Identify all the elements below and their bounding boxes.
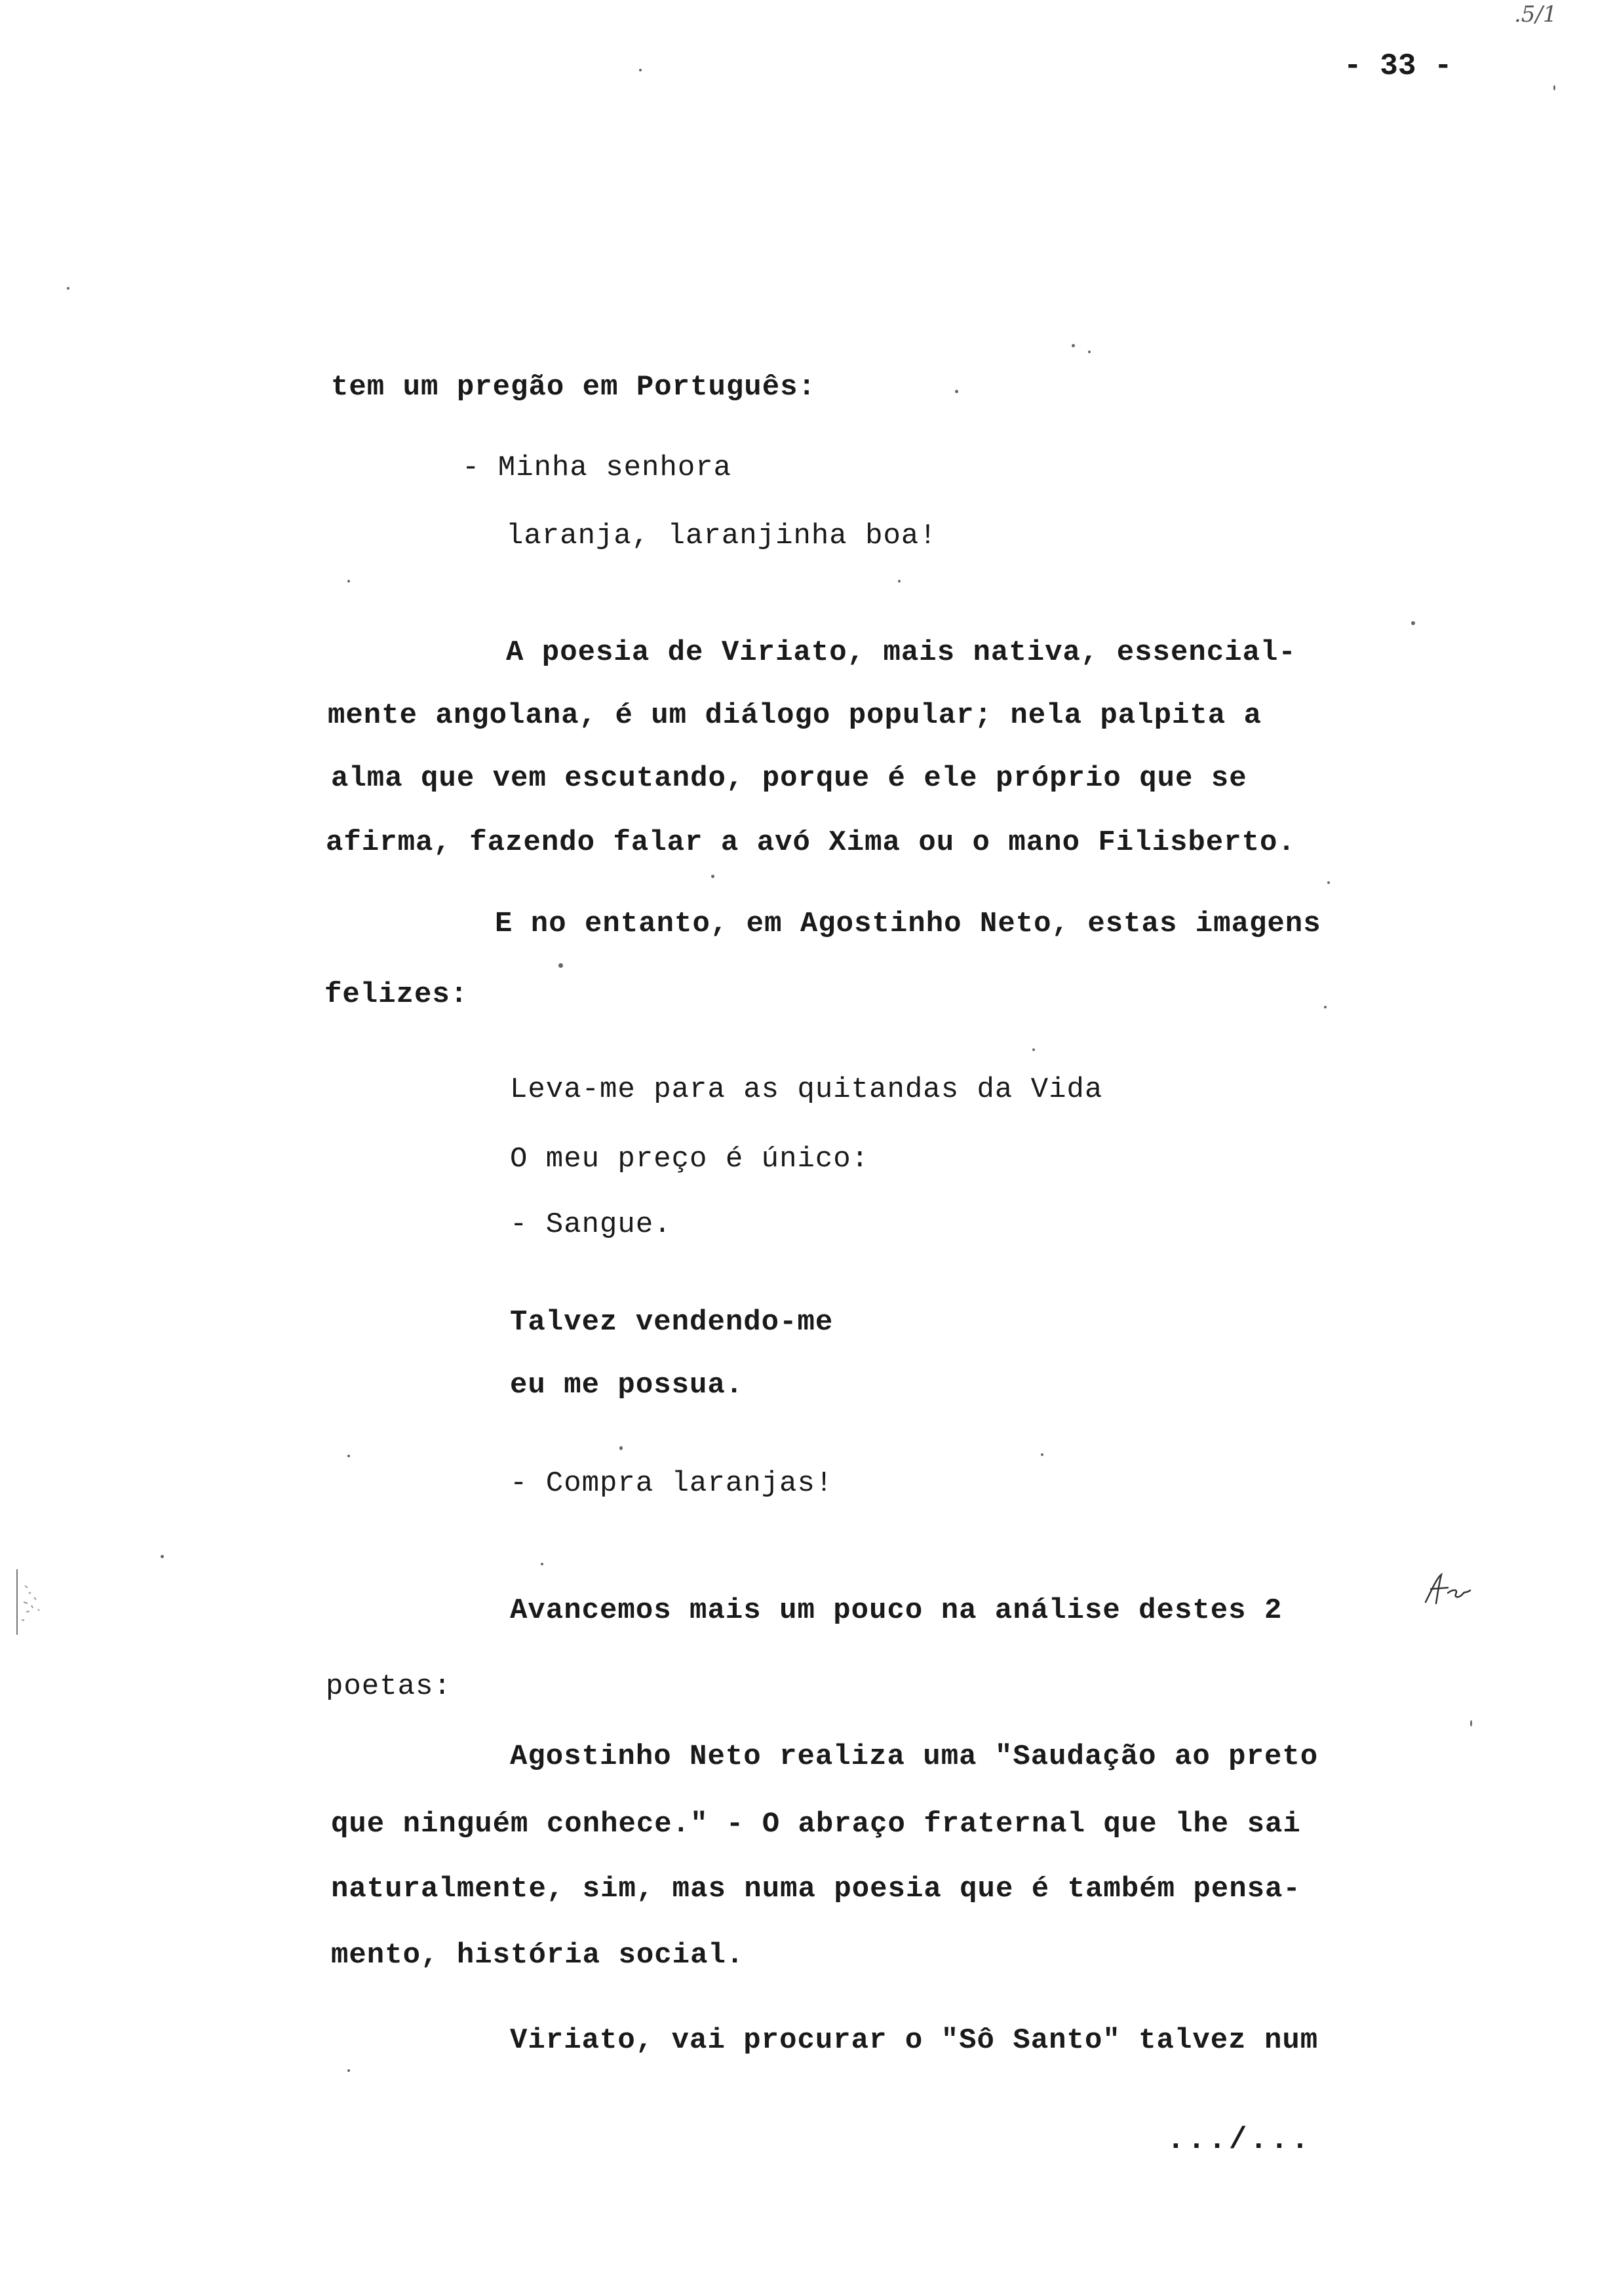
corner-handwritten-mark: .5/1 (1514, 1, 1557, 28)
speck (1327, 881, 1330, 884)
speck (1411, 621, 1415, 625)
speck (347, 1455, 350, 1457)
poem-line: - Sangue. (510, 1208, 672, 1241)
speck (1072, 344, 1075, 347)
speck (1088, 351, 1091, 353)
poem-line: Talvez vendendo-me (510, 1306, 834, 1339)
speck (67, 287, 69, 290)
poem-line: laranja, laranjinha boa! (506, 520, 937, 552)
speck (1041, 1453, 1043, 1456)
paragraph-line: naturalmente, sim, mas numa poesia que é também pensa- (331, 1873, 1301, 1905)
paragraph-line: que ninguém conhece." - O abraço fraternal que lhe sai (331, 1808, 1301, 1841)
paragraph-line: Agostinho Neto realiza uma "Saudação ao preto (510, 1740, 1319, 1773)
speck (1324, 1006, 1327, 1008)
speck (347, 580, 350, 583)
speck (347, 2069, 350, 2072)
speck (711, 875, 714, 878)
speck (898, 580, 901, 583)
paragraph-line: mento, história social. (331, 1939, 745, 1972)
paragraph-line: Viriato, vai procurar o "Sô Santo" talvez num (510, 2024, 1319, 2057)
speck (639, 69, 642, 71)
scan-noise-icon (12, 1566, 71, 1638)
page-number: - 33 - (1344, 49, 1452, 83)
paragraph-line: E no entanto, em Agostinho Neto, estas imagens (495, 908, 1321, 940)
paragraph-line: poetas: (326, 1670, 452, 1703)
speck (955, 390, 958, 393)
poem-line: - Compra laranjas! (510, 1467, 834, 1500)
speck (541, 1563, 543, 1565)
speck (1032, 1048, 1035, 1051)
poem-line: O meu preço é único: (510, 1143, 870, 1176)
paragraph-line: alma que vem escutando, porque é ele próprio que se (331, 762, 1247, 795)
poem-line: - Minha senhora (462, 451, 732, 484)
paragraph-line: felizes: (324, 978, 469, 1011)
speck (1553, 85, 1555, 90)
speck (161, 1555, 164, 1558)
speck (558, 963, 563, 968)
speck (619, 1446, 623, 1450)
poem-line: eu me possua. (510, 1369, 744, 1402)
paragraph-line: afirma, fazendo falar a avó Xima ou o mano Filisberto. (326, 826, 1296, 859)
continuation-mark: .../... (1167, 2123, 1312, 2157)
speck (1470, 1720, 1472, 1727)
paragraph-line: mente angolana, é um diálogo popular; nela palpita a (328, 699, 1262, 732)
text-line: tem um pregão em Português: (331, 371, 816, 404)
poem-line: Leva-me para as quitandas da Vida (510, 1073, 1103, 1106)
paragraph-line: Avancemos mais um pouco na análise destes 2 (510, 1594, 1283, 1627)
paragraph-line: A poesia de Viriato, mais nativa, essencial- (506, 636, 1296, 669)
handwritten-note-icon (1419, 1569, 1478, 1609)
